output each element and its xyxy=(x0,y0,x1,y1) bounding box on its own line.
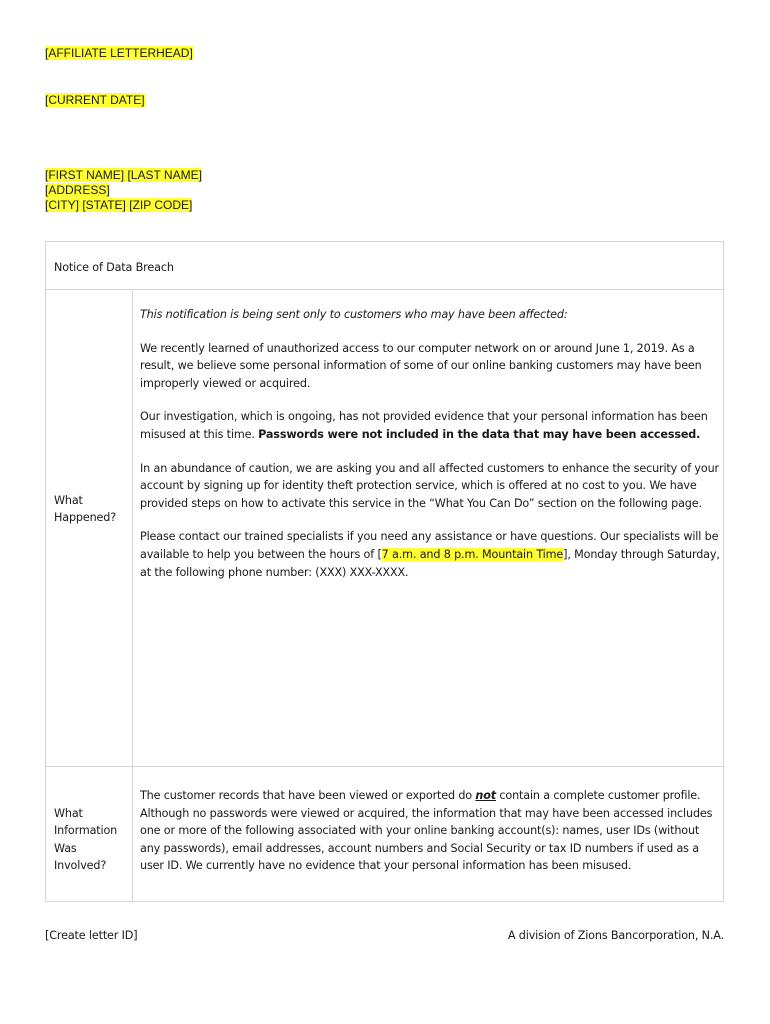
paragraph-2-text: Our investigation, which is ongoing, has not provided evidence that your personal information has been misused at this time. xyxy=(140,410,708,441)
paragraph-4-before: Please contact our trained specialists if you need any assistance or have questions. Our specialists will be available to help you between the hours of [ xyxy=(140,530,719,561)
date-placeholder xyxy=(45,93,145,108)
label-line: Information xyxy=(54,824,118,838)
recipient-address-block xyxy=(45,168,202,213)
what-information-label xyxy=(54,805,128,874)
recipient-address: [ADDRESS] xyxy=(45,183,110,197)
passwords-bold-statement: Passwords were not included in the data that may have been accessed. xyxy=(258,427,701,441)
paragraph-2 xyxy=(140,408,722,443)
table-title-row xyxy=(46,242,723,290)
letterhead-text: [AFFILIATE LETTERHEAD] xyxy=(45,46,193,60)
breach-notice-table xyxy=(45,241,724,902)
info-text-after: contain a complete customer profile. Although no passwords were viewed or acquired, the information that may have been accessed includes one or more of the following associated with your online banking account(s): names, user IDs (without any passwords), email addresses, account numbers and Social Security or tax ID numbers if used as a user ID. We currently have no evidence that your personal information has been misused. xyxy=(140,789,713,873)
what-happened-content xyxy=(140,306,722,597)
what-information-content xyxy=(140,787,722,891)
recipient-city-state-zip: [CITY] [STATE] [ZIP CODE] xyxy=(45,198,193,212)
recipient-name: [FIRST NAME] [LAST NAME] xyxy=(45,168,202,182)
date-text: [CURRENT DATE] xyxy=(45,93,145,107)
label-line: Happened? xyxy=(54,511,117,525)
label-line: What xyxy=(54,494,83,507)
paragraph-1: We recently learned of unauthorized access to our computer network on or around June 1, 2019. As a result, we believe some personal information of some of our online banking customers may have been improperly viewed or acquired. xyxy=(140,341,702,390)
paragraph-3: In an abundance of caution, we are asking you and all affected customers to enhance the security of your account by signing up for identity theft protection service, which is offered at no cost to you. We have provided steps on how to activate this service in the “What You Can Do” section on the following page. xyxy=(140,461,719,510)
paragraph-4-after: ], Monday through Saturday, at the following phone number: (XXX) XXX-XXXX. xyxy=(140,547,720,579)
table-title: Notice of Data Breach xyxy=(54,261,174,274)
information-paragraph xyxy=(140,787,722,875)
what-happened-label xyxy=(54,492,128,527)
column-divider xyxy=(132,289,133,901)
letterhead-placeholder xyxy=(45,46,193,61)
division-footer: A division of Zions Bancorporation, N.A. xyxy=(507,929,724,942)
letter-id-placeholder: [Create letter ID] xyxy=(45,929,138,942)
not-emphasis: not xyxy=(475,789,496,802)
label-line: What xyxy=(54,807,83,820)
info-text-before: The customer records that have been viewed or exported do xyxy=(140,789,476,802)
row-divider xyxy=(46,766,723,767)
intro-paragraph: This notification is being sent only to customers who may have been affected: xyxy=(140,308,568,321)
label-line: Involved? xyxy=(54,858,107,872)
hours-highlight: 7 a.m. and 8 p.m. Mountain Time xyxy=(381,547,564,561)
paragraph-4 xyxy=(140,528,722,581)
label-line: Was xyxy=(54,841,77,855)
